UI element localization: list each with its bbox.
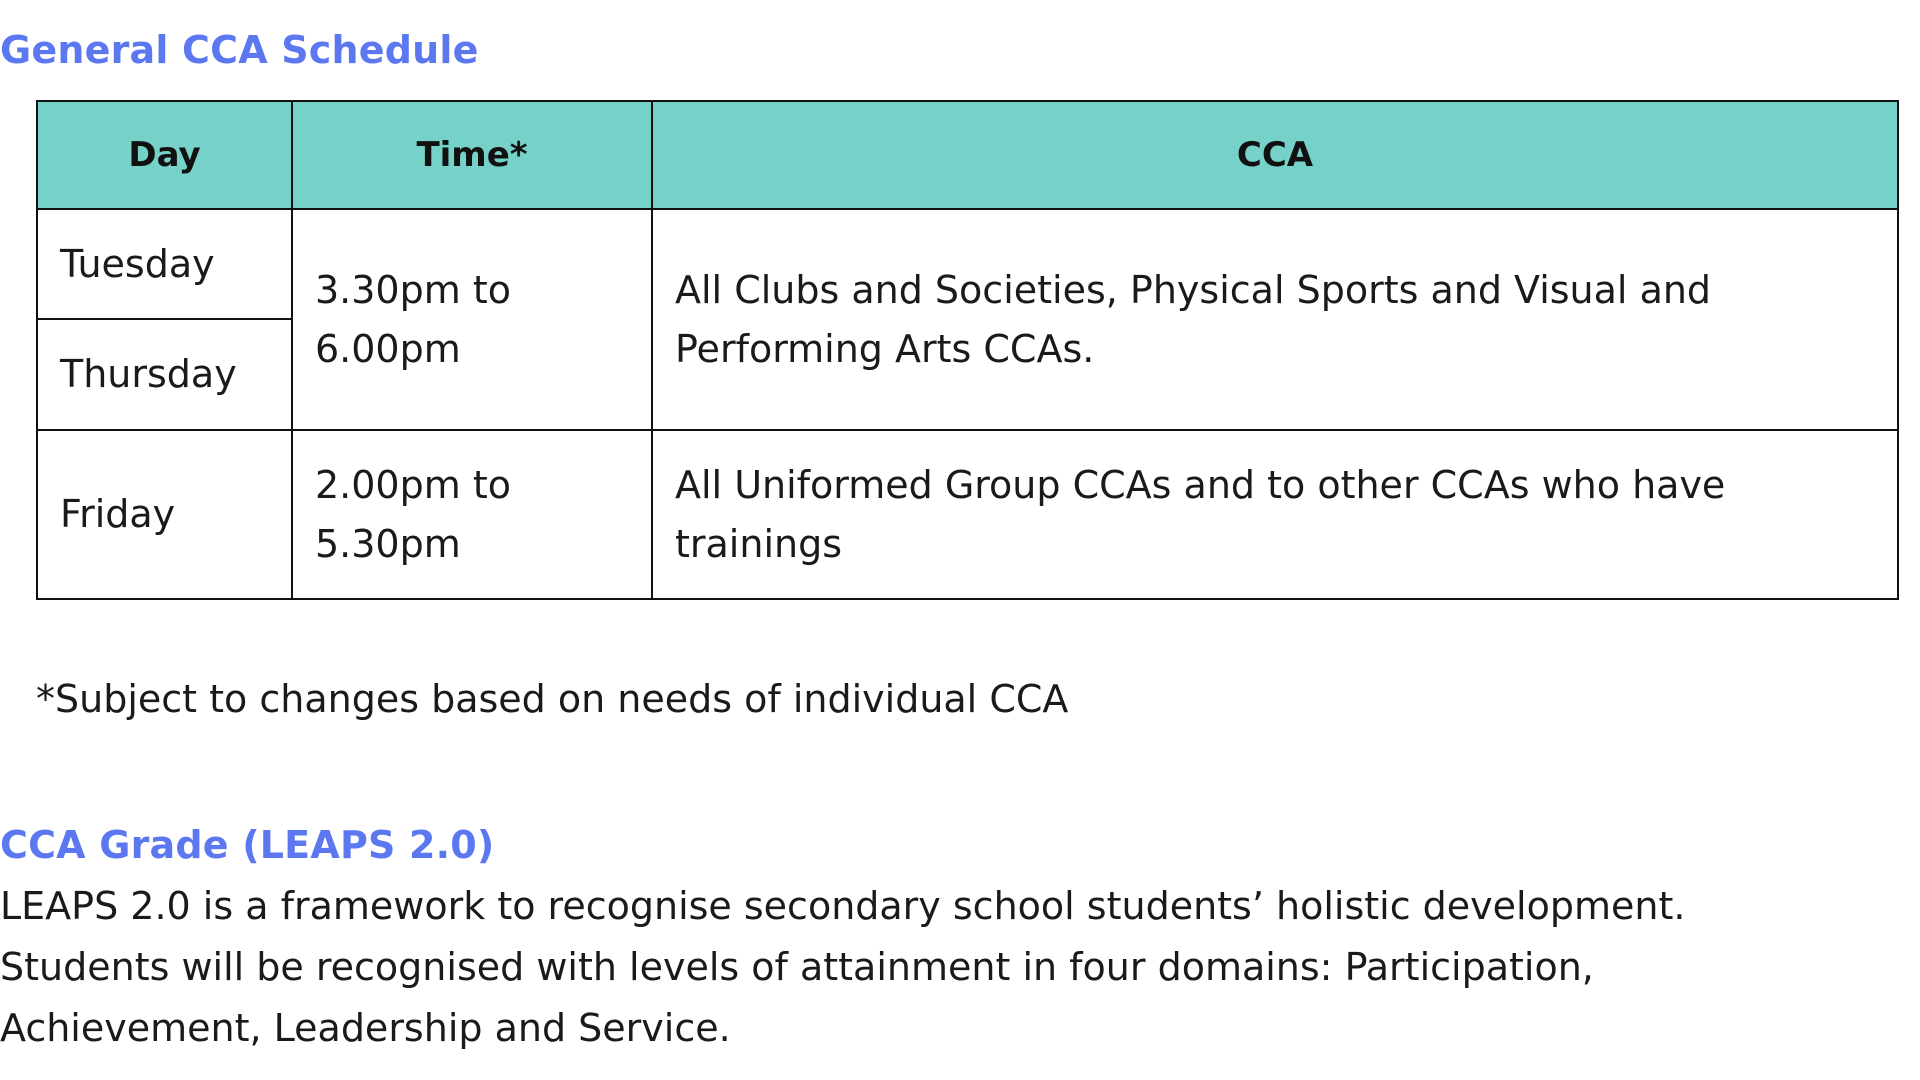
schedule-footnote: *Subject to changes based on needs of individual CCA [36, 677, 1069, 721]
leaps-line: Students will be recognised with levels of attainment in four domains: Participation, [0, 945, 1594, 989]
table-header-row [37, 101, 1898, 209]
column-header-time: Time* [292, 101, 652, 209]
cca-cell [652, 209, 1898, 430]
cca-schedule-table [36, 100, 1899, 600]
time-line: 6.00pm [315, 326, 461, 371]
table-row [37, 430, 1898, 599]
column-header-cca: CCA [652, 101, 1898, 209]
time-line: 2.00pm to [315, 462, 511, 507]
cca-line: All Clubs and Societies, Physical Sports and Visual and [675, 267, 1712, 312]
cca-cell [652, 430, 1898, 599]
column-header-day: Day [37, 101, 292, 209]
day-cell-friday: Friday [37, 430, 292, 599]
time-cell [292, 209, 652, 430]
leaps-description [0, 876, 1900, 1059]
day-cell-thursday: Thursday [37, 319, 292, 430]
schedule-heading: General CCA Schedule [0, 28, 479, 72]
time-line: 3.30pm to [315, 267, 511, 312]
grade-heading: CCA Grade (LEAPS 2.0) [0, 823, 495, 867]
table-row [37, 209, 1898, 319]
cca-line: Performing Arts CCAs. [675, 326, 1095, 371]
cca-line: All Uniformed Group CCAs and to other CCAs who have [675, 462, 1726, 507]
time-line: 5.30pm [315, 521, 461, 566]
cca-line: trainings [675, 521, 843, 566]
leaps-line: Achievement, Leadership and Service. [0, 1006, 731, 1050]
leaps-line: LEAPS 2.0 is a framework to recognise secondary school students’ holistic development. [0, 884, 1686, 928]
day-cell-tuesday: Tuesday [37, 209, 292, 319]
time-cell [292, 430, 652, 599]
